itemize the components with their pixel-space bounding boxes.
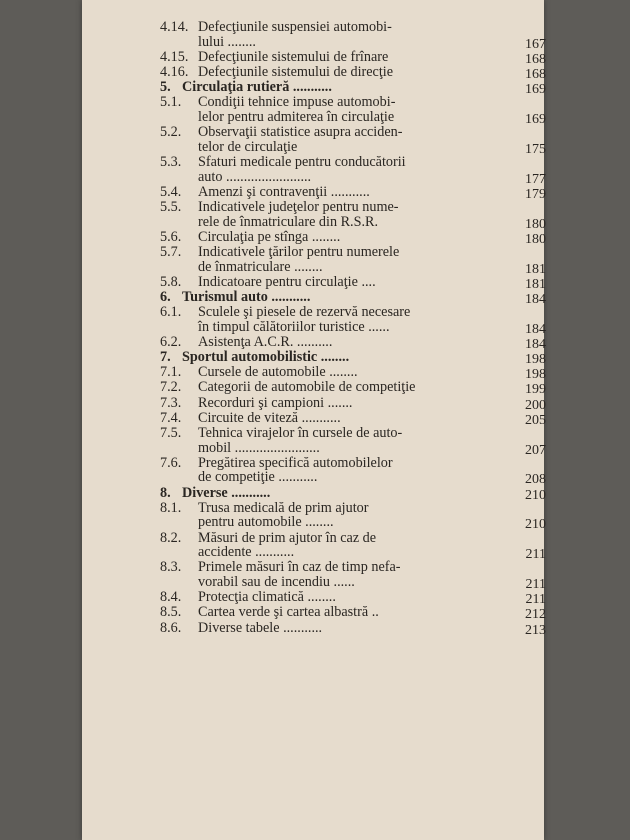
toc-title: Sportul automobilistic ........ bbox=[182, 350, 350, 365]
toc-page-number: 211 bbox=[525, 576, 546, 592]
toc-number: 5.6. bbox=[160, 229, 182, 245]
toc-section-entry bbox=[160, 50, 546, 65]
toc-title: de înmatriculare ........ bbox=[198, 259, 323, 275]
toc-title: Pregătirea specifică automobilelor bbox=[198, 455, 393, 471]
toc-number: 4.15. bbox=[160, 49, 189, 65]
toc-section-entry bbox=[160, 200, 546, 230]
toc-section-entry bbox=[160, 275, 546, 290]
toc-number: 7.5. bbox=[160, 426, 182, 441]
toc-section-entry bbox=[160, 365, 546, 383]
toc-page-number: 168 bbox=[525, 51, 546, 67]
toc-section-entry bbox=[160, 185, 546, 200]
toc-number: 8. bbox=[160, 485, 171, 501]
toc-title: Indicatoare pentru circulaţie .... bbox=[198, 274, 376, 290]
toc-page-number: 211 bbox=[525, 547, 546, 563]
toc-page-number: 181 bbox=[525, 276, 546, 292]
toc-number: 8.2. bbox=[160, 530, 182, 546]
toc-title: Circuite de viteză ........... bbox=[198, 410, 341, 426]
toc-title: Măsuri de prim ajutor în caz de bbox=[198, 530, 377, 546]
toc-title: Indicativele ţărilor pentru numerele bbox=[198, 244, 400, 260]
toc-chapter-entry bbox=[160, 80, 546, 98]
toc-page-number: 212 bbox=[525, 607, 546, 623]
toc-title: Amenzi şi contravenţii ........... bbox=[198, 184, 370, 200]
toc-title: Circulaţia pe stînga ........ bbox=[198, 229, 341, 245]
toc-number: 7.2. bbox=[160, 380, 182, 396]
toc-page-number: 210 bbox=[525, 517, 546, 533]
toc-page-number: 207 bbox=[525, 442, 546, 458]
toc-title: Turismul auto ........... bbox=[182, 289, 311, 305]
toc-title: Condiţii tehnice impuse automobi- bbox=[198, 95, 396, 110]
toc-number: 8.3. bbox=[160, 560, 182, 575]
toc-title: telor de circulaţie bbox=[198, 139, 298, 155]
toc-number: 6. bbox=[160, 289, 171, 305]
toc-section-entry bbox=[160, 605, 546, 623]
toc-page-number: 179 bbox=[525, 186, 546, 202]
toc-section-entry bbox=[160, 411, 546, 426]
toc-number: 5.3. bbox=[160, 154, 182, 170]
toc-title: Cartea verde şi cartea albastră .. bbox=[198, 605, 379, 620]
toc-page-number: 184 bbox=[525, 291, 546, 307]
toc-page-number: 210 bbox=[525, 487, 546, 503]
toc-section-entry bbox=[160, 501, 546, 531]
toc-number: 5.1. bbox=[160, 95, 182, 110]
toc-page-number: 184 bbox=[525, 336, 546, 352]
toc-title: Cursele de automobile ........ bbox=[198, 365, 358, 380]
book-page bbox=[82, 0, 544, 840]
toc-section-entry bbox=[160, 230, 546, 245]
toc-title: Tehnica virajelor în cursele de auto- bbox=[198, 426, 403, 441]
toc-title: Asistenţa A.C.R. .......... bbox=[198, 334, 333, 350]
toc-title: Indicativele judeţelor pentru nume- bbox=[198, 199, 399, 215]
toc-section-entry bbox=[160, 380, 546, 398]
toc-section-entry bbox=[160, 621, 546, 636]
toc-number: 4.16. bbox=[160, 64, 189, 80]
toc-title: mobil ........................ bbox=[198, 440, 320, 456]
toc-title: vorabil sau de incendiu ...... bbox=[198, 574, 355, 590]
toc-title: pentru automobile ........ bbox=[198, 515, 334, 530]
toc-title: Trusa medicală de prim ajutor bbox=[198, 500, 369, 516]
toc-page-number: 180 bbox=[525, 231, 546, 247]
toc-number: 5. bbox=[160, 80, 171, 95]
toc-section-entry bbox=[160, 95, 546, 125]
toc-number: 7.4. bbox=[160, 410, 182, 426]
toc-section-entry bbox=[160, 531, 546, 561]
toc-title: auto ........................ bbox=[198, 169, 312, 185]
toc-title: Sculele şi piesele de rezervă necesare bbox=[198, 305, 411, 320]
toc-number: 7.1. bbox=[160, 365, 182, 380]
toc-page-number: 205 bbox=[525, 412, 546, 428]
toc-title: accidente ........... bbox=[198, 545, 295, 560]
toc-number: 8.5. bbox=[160, 605, 182, 620]
toc-page-number: 184 bbox=[525, 321, 546, 337]
toc-chapter-entry bbox=[160, 350, 546, 368]
toc-page-number: 167 bbox=[525, 36, 546, 52]
toc-page-number: 177 bbox=[525, 171, 546, 187]
toc-title: Defecţiunile sistemului de direcţie bbox=[198, 64, 394, 80]
toc-number: 5.7. bbox=[160, 244, 182, 260]
toc-section-entry bbox=[160, 335, 546, 350]
toc-page-number: 211 bbox=[525, 592, 546, 608]
toc-number: 6.2. bbox=[160, 334, 182, 350]
toc-title: în timpul călătoriilor turistice ...... bbox=[198, 319, 390, 335]
toc-page-number: 213 bbox=[525, 622, 546, 638]
toc-section-entry bbox=[160, 155, 546, 185]
toc-section-entry bbox=[160, 245, 546, 275]
toc-title: Protecţia climatică ........ bbox=[198, 590, 336, 605]
toc-page-number: 169 bbox=[525, 82, 546, 98]
toc-section-entry bbox=[160, 20, 546, 50]
toc-chapter-entry bbox=[160, 486, 546, 501]
toc-title: Categorii de automobile de competiţie bbox=[198, 380, 416, 396]
toc-title: lelor pentru admiterea în circulaţie bbox=[198, 109, 395, 125]
toc-page-number: 199 bbox=[525, 382, 546, 398]
toc-title: Defecţiunile suspensiei automobi- bbox=[198, 20, 392, 35]
toc-title: Diverse tabele ........... bbox=[198, 620, 323, 636]
toc-page-number: 198 bbox=[525, 352, 546, 368]
toc-page-number: 208 bbox=[525, 472, 546, 488]
toc-section-entry bbox=[160, 590, 546, 608]
toc-page-number: 168 bbox=[525, 66, 546, 82]
toc-number: 4.14. bbox=[160, 20, 189, 35]
toc-number: 7.6. bbox=[160, 455, 182, 471]
toc-number: 5.2. bbox=[160, 125, 182, 140]
toc-page-number: 181 bbox=[525, 261, 546, 277]
toc-title: Primele măsuri în caz de timp nefa- bbox=[198, 560, 401, 575]
toc-number: 8.1. bbox=[160, 500, 182, 516]
toc-section-entry bbox=[160, 396, 546, 411]
toc-section-entry bbox=[160, 426, 546, 456]
toc-title: Observaţii statistice asupra acciden- bbox=[198, 125, 403, 140]
toc-number: 6.1. bbox=[160, 305, 182, 320]
toc-title: lului ........ bbox=[198, 34, 256, 50]
toc-number: 5.5. bbox=[160, 199, 182, 215]
toc-title: Defecţiunile sistemului de frînare bbox=[198, 49, 389, 65]
toc-page-number: 198 bbox=[525, 367, 546, 383]
toc-page-number: 175 bbox=[525, 141, 546, 157]
toc-section-entry bbox=[160, 560, 546, 590]
toc-number: 8.4. bbox=[160, 590, 182, 605]
toc-number: 8.6. bbox=[160, 620, 182, 636]
toc-page-number: 169 bbox=[525, 111, 546, 127]
toc-title: Sfaturi medicale pentru conducătorii bbox=[198, 154, 406, 170]
toc-number: 7.3. bbox=[160, 395, 182, 411]
toc-page-number: 180 bbox=[525, 216, 546, 232]
toc-title: Circulaţia rutieră ........... bbox=[182, 80, 332, 95]
toc-section-entry bbox=[160, 125, 546, 155]
toc-title: Recorduri şi campioni ....... bbox=[198, 395, 353, 411]
toc-section-entry bbox=[160, 305, 546, 335]
toc-number: 5.8. bbox=[160, 274, 182, 290]
toc-page-number: 200 bbox=[525, 397, 546, 413]
table-of-contents bbox=[160, 20, 546, 636]
toc-title: de competiţie ........... bbox=[198, 470, 318, 485]
toc-chapter-entry bbox=[160, 290, 546, 305]
toc-section-entry bbox=[160, 456, 546, 486]
toc-section-entry bbox=[160, 65, 546, 80]
toc-number: 5.4. bbox=[160, 184, 182, 200]
toc-number: 7. bbox=[160, 350, 171, 365]
toc-title: Diverse ........... bbox=[182, 485, 271, 501]
toc-title: rele de înmatriculare din R.S.R. bbox=[198, 214, 379, 230]
